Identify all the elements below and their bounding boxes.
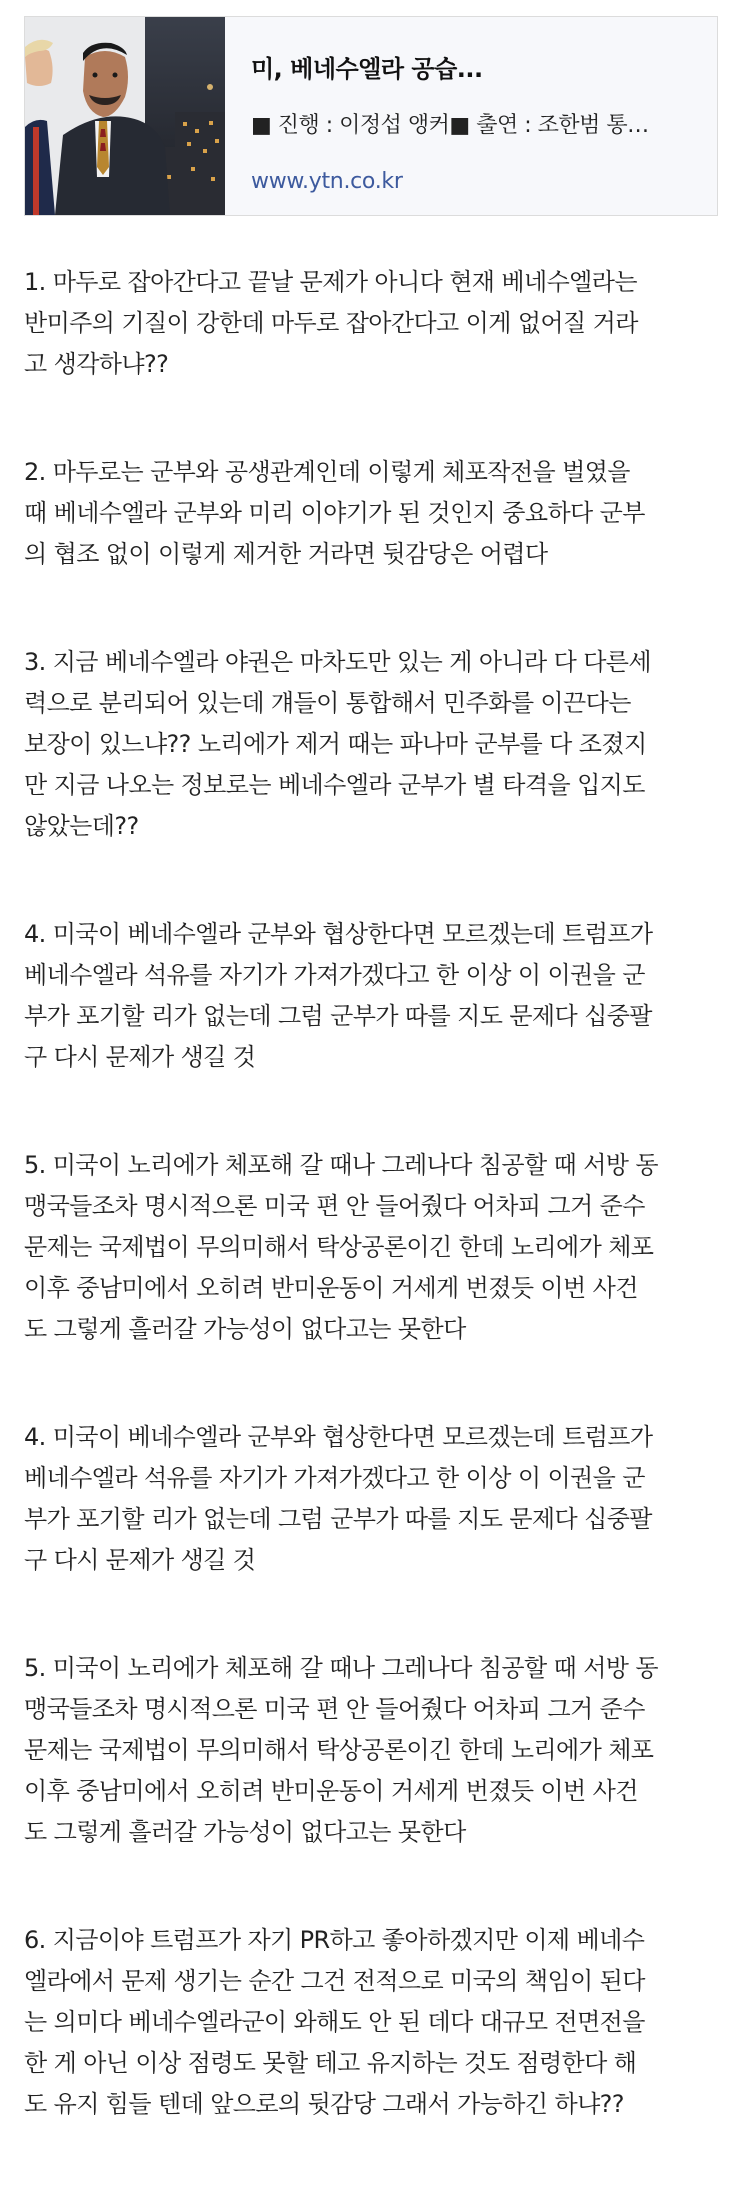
- text-line: 구 다시 문제가 생길 것: [24, 1546, 256, 1574]
- text-line: 베네수엘라 석유를 자기가 가져가겠다고 한 이상 이 이권을 군: [24, 1464, 645, 1492]
- paragraph-3: [24, 642, 724, 847]
- text-line: 한 게 아닌 이상 점령도 못할 테고 유지하는 것도 점령한다 해: [24, 2049, 637, 2077]
- text-line: 만 지금 나오는 정보로는 베네수엘라 군부가 별 타격을 입지도: [24, 771, 645, 799]
- text-line: 맹국들조차 명시적으론 미국 편 안 들어줬다 어차피 그거 준수: [24, 1192, 645, 1220]
- paragraph-5: [24, 1145, 724, 1350]
- text-line: 4. 미국이 베네수엘라 군부와 협상한다면 모르겠는데 트럼프가: [24, 1423, 653, 1451]
- link-card-description: ■ 진행 : 이정섭 앵커■ 출연 : 조한범 통…: [251, 113, 649, 138]
- paragraph-7: [24, 1648, 724, 1853]
- text-line: 베네수엘라 석유를 자기가 가져가겠다고 한 이상 이 이권을 군: [24, 961, 645, 989]
- text-line: 이후 중남미에서 오히려 반미운동이 거세게 번졌듯 이번 사건: [24, 1777, 638, 1805]
- paragraph-1: [24, 262, 724, 385]
- text-line: 도 유지 힘들 텐데 앞으로의 뒷감당 그래서 가능하긴 하냐??: [24, 2090, 624, 2118]
- text-line: 문제는 국제법이 무의미해서 탁상공론이긴 한데 노리에가 체포: [24, 1736, 654, 1764]
- text-line: 반미주의 기질이 강한데 마두로 잡아간다고 이게 없어질 거라: [24, 309, 638, 337]
- text-line: 부가 포기할 리가 없는데 그럼 군부가 따를 지도 문제다 십중팔: [24, 1505, 652, 1533]
- paragraph-2: [24, 452, 724, 575]
- text-line: 보장이 있느냐?? 노리에가 제거 때는 파나마 군부를 다 조졌지: [24, 730, 647, 758]
- text-line: 의 협조 없이 이렇게 제거한 거라면 뒷감당은 어렵다: [24, 540, 548, 568]
- text-line: 맹국들조차 명시적으론 미국 편 안 들어줬다 어차피 그거 준수: [24, 1695, 645, 1723]
- text-line: 5. 미국이 노리에가 체포해 갈 때나 그레나다 침공할 때 서방 동: [24, 1654, 659, 1682]
- text-line: 부가 포기할 리가 없는데 그럼 군부가 따를 지도 문제다 십중팔: [24, 1002, 652, 1030]
- paragraph-6: [24, 1417, 724, 1581]
- text-line: 않았는데??: [24, 812, 139, 840]
- link-preview-card[interactable]: [24, 16, 718, 216]
- text-line: 는 의미다 베네수엘라군이 와해도 안 된 데다 대규모 전면전을: [24, 2008, 645, 2036]
- link-card-body: [225, 17, 717, 215]
- text-line: 3. 지금 베네수엘라 야권은 마차도만 있는 게 아니라 다 다른세: [24, 648, 651, 676]
- text-line: 문제는 국제법이 무의미해서 탁상공론이긴 한데 노리에가 체포: [24, 1233, 654, 1261]
- post-content: [24, 262, 724, 2192]
- text-line: 때 베네수엘라 군부와 미리 이야기가 된 것인지 중요하다 군부: [24, 499, 645, 527]
- text-line: 2. 마두로는 군부와 공생관계인데 이렇게 체포작전을 벌였을: [24, 458, 630, 486]
- text-line: 력으로 분리되어 있는데 걔들이 통합해서 민주화를 이끈다는: [24, 689, 631, 717]
- link-card-domain[interactable]: www.ytn.co.kr: [251, 169, 403, 194]
- text-line: 5. 미국이 노리에가 체포해 갈 때나 그레나다 침공할 때 서방 동: [24, 1151, 659, 1179]
- text-line: 6. 지금이야 트럼프가 자기 PR하고 좋아하겠지만 이제 베네수: [24, 1926, 645, 1954]
- text-line: 도 그렇게 흘러갈 가능성이 없다고는 못한다: [24, 1818, 466, 1846]
- link-card-title[interactable]: 미, 베네수엘라 공습...: [251, 55, 483, 83]
- text-line: 1. 마두로 잡아간다고 끝날 문제가 아니다 현재 베네수엘라는: [24, 268, 637, 296]
- text-line: 구 다시 문제가 생길 것: [24, 1043, 256, 1071]
- text-line: 이후 중남미에서 오히려 반미운동이 거세게 번졌듯 이번 사건: [24, 1274, 638, 1302]
- text-line: 엘라에서 문제 생기는 순간 그건 전적으로 미국의 책임이 된다: [24, 1967, 645, 1995]
- text-line: 도 그렇게 흘러갈 가능성이 없다고는 못한다: [24, 1315, 466, 1343]
- news-photo-thumbnail: [25, 17, 225, 215]
- paragraph-4: [24, 914, 724, 1078]
- text-line: 4. 미국이 베네수엘라 군부와 협상한다면 모르겠는데 트럼프가: [24, 920, 653, 948]
- paragraph-8: [24, 1920, 724, 2125]
- text-line: 고 생각하냐??: [24, 350, 169, 378]
